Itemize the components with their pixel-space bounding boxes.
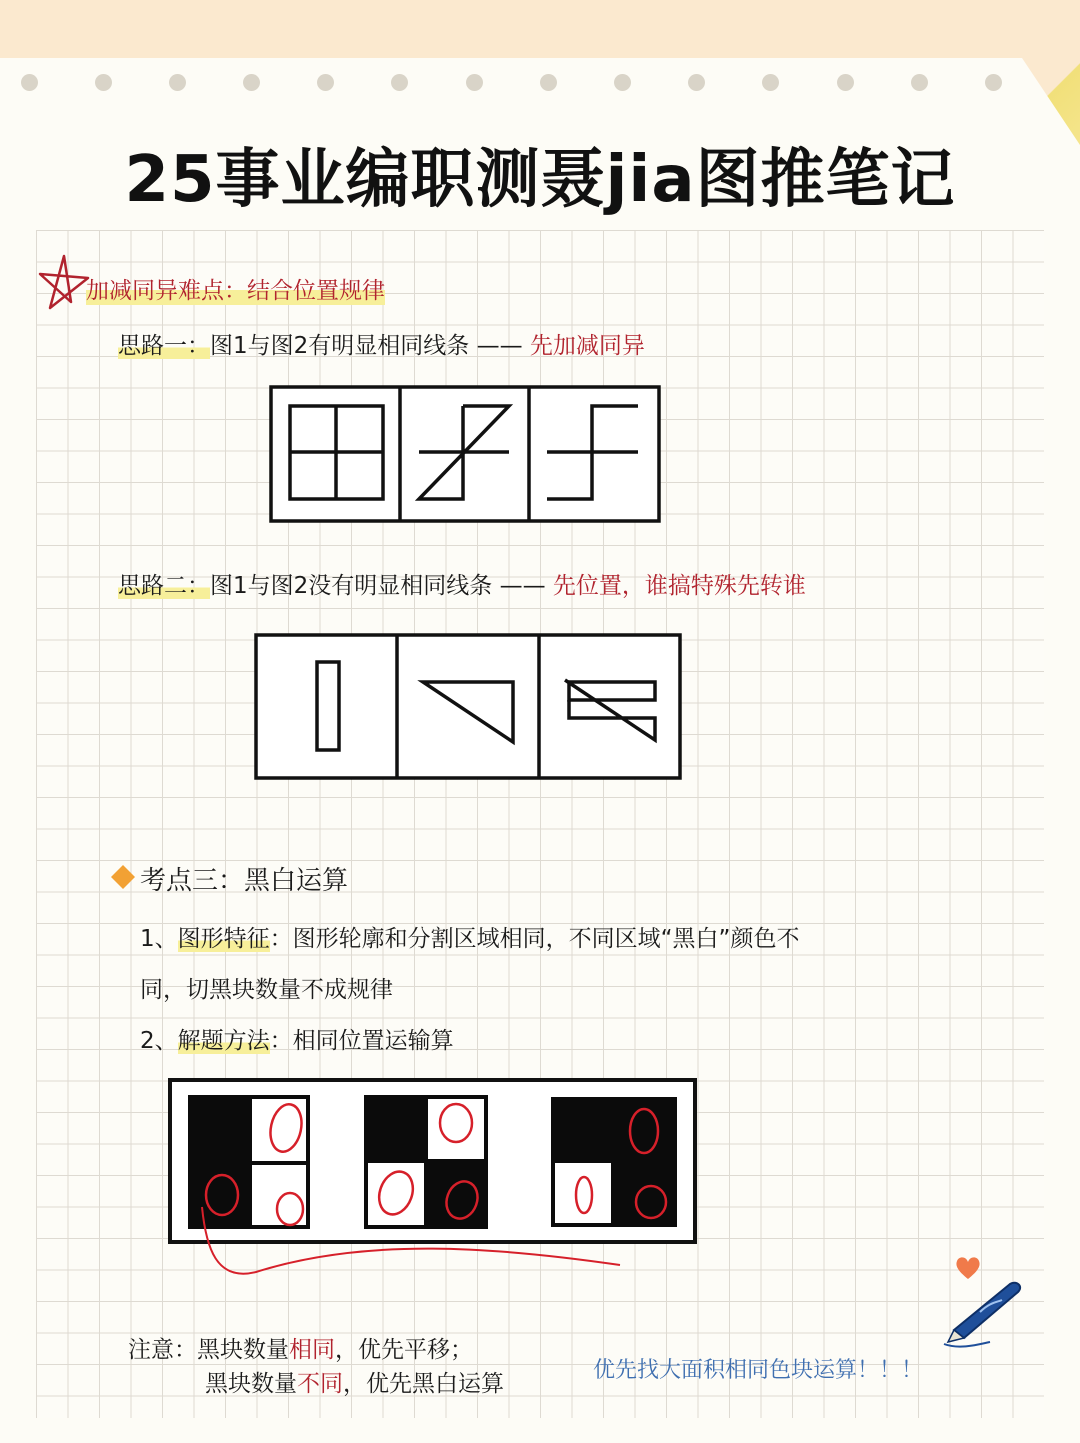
binder-hole [837,74,854,91]
binder-hole [466,74,483,91]
idea2-conclusion: 先位置，谁搞特殊先转谁 [552,573,806,599]
point2-num: 2、 [140,1028,178,1054]
binder-hole [540,74,557,91]
binder-hole [317,74,334,91]
note-line1-a: 黑块数量 [197,1337,289,1363]
point1-line2: 同，切黑块数量不成规律 [140,977,393,1003]
binder-hole [985,74,1002,91]
idea1-conclusion: 先加减同异 [529,333,645,359]
binder-hole [21,74,38,91]
binder-hole [688,74,705,91]
note-label: 注意： [128,1337,197,1363]
diamond-icon [110,864,136,890]
idea1-text: 图1与图2有明显相同线条 —— [210,333,530,359]
binder-hole [169,74,186,91]
point1-num: 1、 [140,926,178,952]
point2-text: ：相同位置运输算 [269,1028,454,1054]
figure-same-lines [268,384,664,526]
section2-heading: 考点三：黑白运算 [140,866,349,896]
binder-hole [243,74,260,91]
binder-hole [911,74,928,91]
idea1-line [118,327,645,360]
point1-text: ：图形轮廓和分割区域相同，不同区域“黑白”颜色不 [269,926,800,952]
note-line1 [128,1331,473,1364]
panel-bw-2 [364,1095,488,1229]
note-line2-a: 黑块数量 [205,1371,297,1397]
note-line2-red: 不同 [297,1371,343,1397]
binder-hole [762,74,779,91]
pen-icon [940,1272,1030,1352]
binder-holes [0,74,1080,98]
note-line1-red: 相同 [289,1337,335,1363]
binder-hole [614,74,631,91]
figure-position-rule [253,632,685,782]
idea2-label: 思路二： [118,573,210,599]
panel-bw-1 [188,1095,310,1229]
idea1-label: 思路一： [118,333,210,359]
idea2-line [118,567,806,600]
note-line1-b: ，优先平移； [335,1337,473,1363]
star-icon [36,252,92,312]
point1-label: 图形特征 [177,926,270,952]
note-line2-b: ，优先黑白运算 [343,1371,504,1397]
note-line2 [205,1365,504,1398]
figure-black-white [166,1077,700,1282]
point2-line [140,1022,454,1055]
idea2-text: 图1与图2没有明显相同线条 —— [210,573,553,599]
binder-hole [95,74,112,91]
note-tip: 优先找大面积相同色块运算！！！ [593,1358,924,1383]
binder-hole [391,74,408,91]
point1-line [140,920,799,953]
point2-label: 解题方法 [177,1028,270,1054]
panel-bw-3 [551,1097,677,1227]
page-title: 25事业编职测聂jia图推笔记 [124,143,956,217]
section1-heading: 加减同异难点：结合位置规律 [86,272,385,305]
